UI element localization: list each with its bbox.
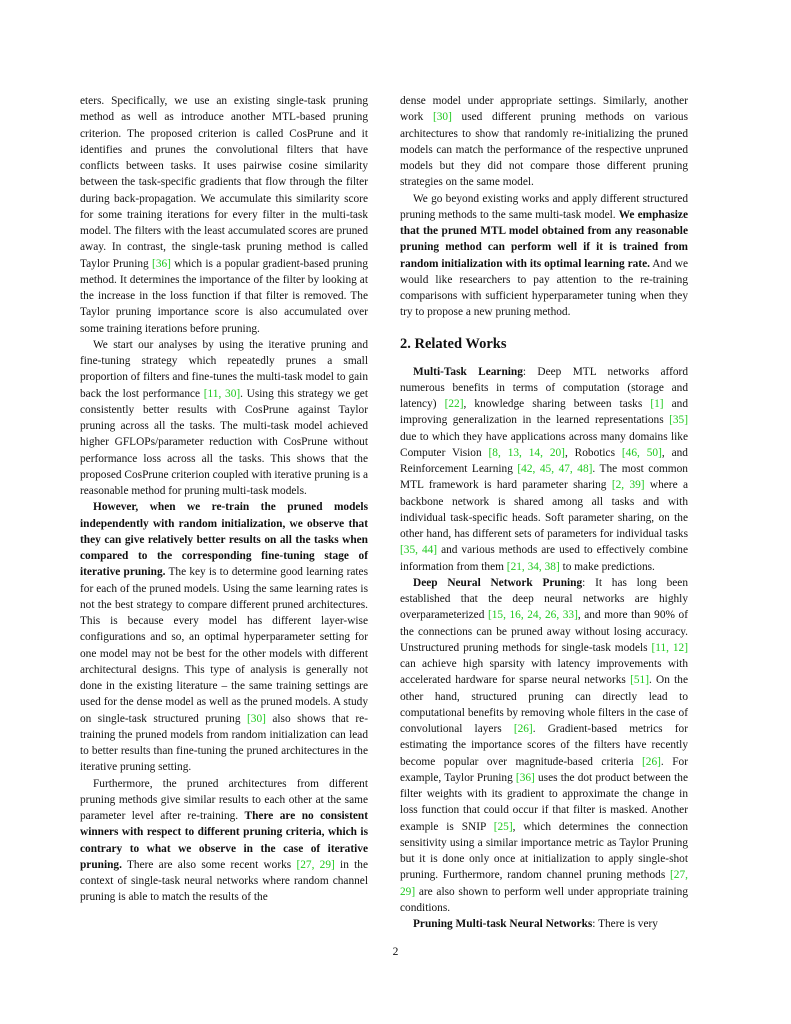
citation-link[interactable]: [11, 12]	[651, 641, 689, 654]
citation-link[interactable]: [25]	[493, 820, 513, 833]
citation-link[interactable]: [21, 34, 38]	[506, 560, 560, 573]
left-paragraph-4: Furthermore, the pruned architectures from different pruning methods give similar results to each other at the same parameter level after re-training. There are no consistent winners with respect to different pruning criteria, which is contrary to what we observe in the case of iterative pruning. There are also some recent works [27, 29] in the context of single-task neural networks where random channel pruning is able to match the results of the	[80, 777, 368, 904]
citation-link[interactable]: [27, 29]	[296, 858, 335, 871]
paragraph-title: Multi-Task Learning	[413, 365, 523, 378]
citation-link[interactable]: [11, 30]	[203, 387, 241, 400]
citation-link[interactable]: [22]	[444, 398, 464, 410]
paragraph-title: Deep Neural Network Pruning	[413, 576, 583, 589]
paragraph-title: Pruning Multi-task Neural Networks	[413, 918, 593, 930]
citation-link[interactable]: [15, 16, 24, 26, 33]	[487, 609, 578, 622]
citation-link[interactable]: [35]	[669, 414, 688, 427]
citation-link[interactable]: [30]	[432, 111, 452, 124]
citation-link[interactable]: [30]	[247, 712, 266, 725]
pmtl-paragraph: Pruning Multi-task Neural Networks: There is very	[413, 918, 658, 930]
section-heading: 2. Related Works	[400, 335, 507, 352]
citation-link[interactable]: [42, 45, 47, 48]	[517, 463, 593, 475]
citation-link[interactable]: [51]	[630, 674, 649, 687]
page-number: 2	[392, 946, 399, 958]
citation-link[interactable]: [27, 29]	[400, 869, 688, 898]
citation-link[interactable]: [36]	[152, 257, 171, 270]
right-column	[400, 93, 688, 932]
citation-link[interactable]: [46, 50]	[621, 446, 662, 459]
emphasis-text: We emphasize that the pruned MTL model obtained from any reasonable pruning method can perform well if it is trained from random initialization with its optimal learning rate.	[400, 208, 688, 270]
citation-link[interactable]: [26]	[642, 755, 661, 768]
right-paragraph-2: We go beyond existing works and apply different structured pruning methods to the same multi-task model. We emphasize that the pruned MTL model obtained from any reasonable pruning method can perform well if it is trained from random initialization with its optimal learning rate. And we would like researchers to pay attention to the re-training comparisons with sufficient hyperparameter tuning when they try to propose a new pruning method.	[400, 192, 688, 319]
citation-link[interactable]: [8, 13, 14, 20]	[488, 446, 565, 459]
citation-link[interactable]: [26]	[513, 723, 533, 735]
citation-link[interactable]: [2, 39]	[611, 479, 645, 492]
left-paragraph-2: We start our analyses by using the iterative pruning and fine-tuning strategy which repeatedly prunes a small proportion of filters and fine-tunes the multi-task model to gain back the lost performance [11, 30]. Using this strategy we get consistently better results with CosPrune against Taylor pruning across all the tasks. The multi-task model achieved higher GFLOPs/parameter reduction with CosPrune without performance loss across all the tasks. This shows that the proposed CosPrune criterion coupled with iterative pruning is a reasonable method for pruning multi-task models.	[80, 338, 368, 497]
citation-link[interactable]: [1]	[650, 398, 664, 410]
emphasis-text: There are no consistent winners with respect to different pruning criteria, which is contrary to what we observe in the case of iterative pruning.	[80, 810, 368, 871]
right-paragraph-1: dense model under appropriate settings. Similarly, another work [30] used different pruning methods on various architectures to show that randomly re-initializing the pruned models can match the performance of the respective unpruned models but they did not compare those different pruning strategies on the same model.	[400, 95, 688, 189]
left-paragraph-1: eters. Specifically, we use an existing single-task pruning method as well as introduce another MTL-based pruning criterion. The proposed criterion is called CosPrune and it identifies and prunes the convolutional filters that have conflicts between tasks. It uses pairwise cosine similarity between the task-specific gradients that flow through the filter during back-propagation. We accumulate this similarity score for some training iterations for every filter in the multi-task model. The filters with the least accumulated scores are pruned away. In contrast, the single-task pruning method is called Taylor Pruning [36] which is a popular gradient-based pruning method. It determines the importance of the filter by looking at the increase in the loss function if that filter is removed. The Taylor pruning importance score is also accumulated over some training iterations before pruning.	[80, 95, 368, 335]
citation-link[interactable]: [35, 44]	[400, 544, 438, 557]
left-paragraph-3: However, when we re-train the pruned models independently with random initialization, we observe that they can give relatively better results on all the tasks when compared to the corresponding fine-tuning stage of iterative pruning. The key is to determine good learning rates for each of the pruned models. Using the same learning rates is not the best strategy to compare different pruned architectures. This is because every model has different layer-wise configurations and so, an optimal hyperparameter setting for one model may not be best for the other models with different architectural designs. This type of analysis is generally not done in the existing literature – the same training settings are used for the dense model as well as the pruned models. A study on single-task structured pruning [30] also shows that re-training the pruned models from random initialization can lead to better results than fine-tuning the pruned architectures in the iterative pruning setting.	[80, 501, 368, 774]
citation-link[interactable]: [36]	[515, 771, 535, 784]
mtl-paragraph: Multi-Task Learning: Deep MTL networks afford numerous benefits in terms of computation (storage and latency) [22], knowledge sharing between tasks [1] and improving generalization in the learned representations [35] due to which they have applications across many domains like Computer Vision [8, 13, 14, 20], Robotics [46, 50], and Reinforcement Learning [42, 45, 47, 48]. The most common MTL framework is hard parameter sharing [2, 39] where a backbone network is shared among all tasks and with individual task-specific heads. Soft parameter sharing, on the other hand, has different sets of parameters for individual tasks [35, 44] and various methods are used to effectively combine information from them [21, 34, 38] to make predictions.	[400, 365, 689, 573]
left-column	[80, 93, 368, 906]
dnp-paragraph: Deep Neural Network Pruning: It has long been established that the deep neural networks are highly overparameterized [15, 16, 24, 26, 33], and more than 90% of the connections can be pruned away without losing accuracy. Unstructured pruning methods for single-task models [11, 12] can achieve high sparsity with latency improvements with accelerated hardware for sparse neural networks [51]. On the other hand, structured pruning can directly lead to computational benefits by removing whole filters in the case of convolutional layers [26]. Gradient-based metrics for estimating the importance scores of the filters have recently become popular over magnitude-based criteria [26]. For example, Taylor Pruning [36] uses the dot product between the filter weights with its gradient to approximate the change in loss function that could occur if that filter is masked. Another example is SNIP [25], which determines the connection sensitivity using a similar importance metric as Taylor Pruning but it is done only once at initialization to apply single-shot pruning. Furthermore, random channel pruning methods [27, 29] are also shown to perform well under appropriate training conditions.	[400, 576, 689, 914]
emphasis-text: However, when we re-train the pruned models independently with random initialization, we observe that they can give relatively better results on all the tasks when compared to the corresponding fine-tuning stage of iterative pruning.	[80, 501, 368, 579]
